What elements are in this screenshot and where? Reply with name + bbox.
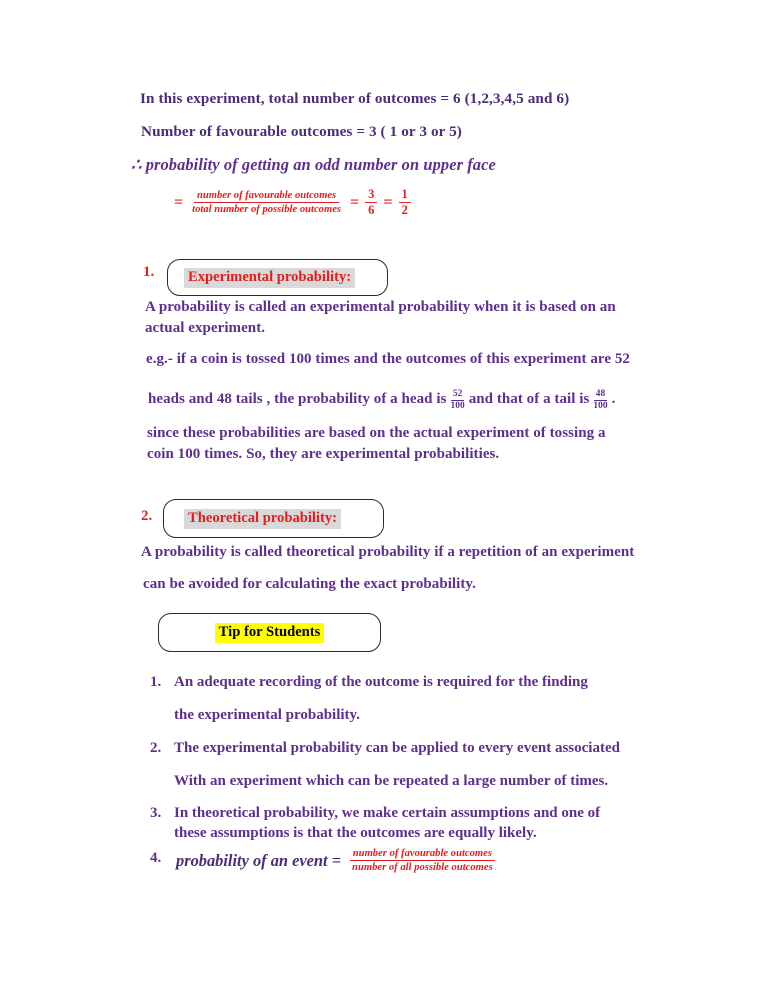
fraction-one-half [399,188,411,217]
intro-line-probability-statement: ∴ probability of getting an odd number on upper face [131,155,496,174]
fraction-three-sixths [365,188,377,217]
tip-item-3-line-1: In theoretical probability, we make certain assumptions and one of [174,805,601,821]
inline-fraction-52-100 [448,389,466,411]
tip-item-2-line-2: With an experiment which can be repeated a large number of times. [174,773,609,789]
fraction-numerator: 52 [452,389,463,399]
fraction-denominator: 2 [401,203,408,218]
experimental-probability-callout [167,259,388,296]
tip-for-students-callout [158,613,381,652]
section-2-paragraph-line-2: can be avoided for calculating the exact probability. [143,576,476,592]
fraction-numerator: 3 [365,188,377,203]
experimental-probability-heading: Experimental probability: [184,268,355,288]
section-1-marker: 1. [143,264,155,280]
tip-item-2-line-1: The experimental probability can be applied to every event associated [174,740,620,756]
tip-item-3-line-2: these assumptions is that the outcomes are equally likely. [174,825,537,841]
tip-item-1-number: 1. [150,674,162,690]
theoretical-probability-callout [163,499,384,538]
tip-item-1-line-1: An adequate recording of the outcome is required for the finding [174,674,588,690]
fraction-sentence-middle: and that of a tail is [468,390,590,407]
fraction-denominator: 100 [450,401,465,412]
probability-of-an-event-label: probability of an event = [176,850,342,870]
tip-item-3-number: 3. [150,805,162,821]
fraction-denominator: 6 [368,203,375,218]
theoretical-probability-heading: Theoretical probability: [184,509,341,529]
inline-fraction-48-100 [591,389,609,411]
tip-for-students-title: Tip for Students [215,623,325,643]
section-2-marker: 2. [141,508,153,524]
fraction-denominator: 100 [593,401,608,412]
tip-item-4-number: 4. [150,850,162,866]
fraction-sentence-before: heads and 48 tails , the probability of a head is [148,390,447,407]
section-2-paragraph-line-1: A probability is called theoretical probability if a repetition of an experiment [141,544,635,560]
intro-line-total-outcomes: In this experiment, total number of outcomes = 6 (1,2,3,4,5 and 6) [140,90,570,107]
probability-of-an-event-fraction [349,848,496,873]
section-1-conclusion-line-2: coin 100 times. So, they are experimental probabilities. [147,446,500,462]
fraction-numerator: number of favourable outcomes [350,848,495,861]
fraction-numerator: 1 [399,188,411,203]
section-1-example-line: e.g.- if a coin is tossed 100 times and the outcomes of this experiment are 52 [146,351,630,367]
fraction-numerator: number of favourable outcomes [194,190,339,203]
section-1-conclusion-line-1: since these probabilities are based on the actual experiment of tossing a [147,425,606,441]
tip-item-2-number: 2. [150,740,162,756]
section-1-fraction-sentence [148,388,615,410]
fraction-sentence-after: . [611,390,616,407]
fraction-definition [189,190,344,215]
fraction-denominator: number of all possible outcomes [352,862,493,874]
tip-item-4-formula [176,848,496,873]
intro-line-favourable-outcomes: Number of favourable outcomes = 3 ( 1 or 3 or 5) [141,123,462,140]
equals-sign-1: = [174,193,184,211]
tip-item-1-line-2: the experimental probability. [174,707,360,723]
equals-sign-2: = [350,193,360,211]
equals-sign-3: = [383,193,393,211]
fraction-numerator: 48 [595,389,606,399]
intro-equation [168,188,411,217]
section-1-paragraph-line-2: actual experiment. [145,320,266,336]
fraction-denominator: total number of possible outcomes [192,204,342,216]
section-1-paragraph-line-1: A probability is called an experimental probability when it is based on an [145,299,616,315]
